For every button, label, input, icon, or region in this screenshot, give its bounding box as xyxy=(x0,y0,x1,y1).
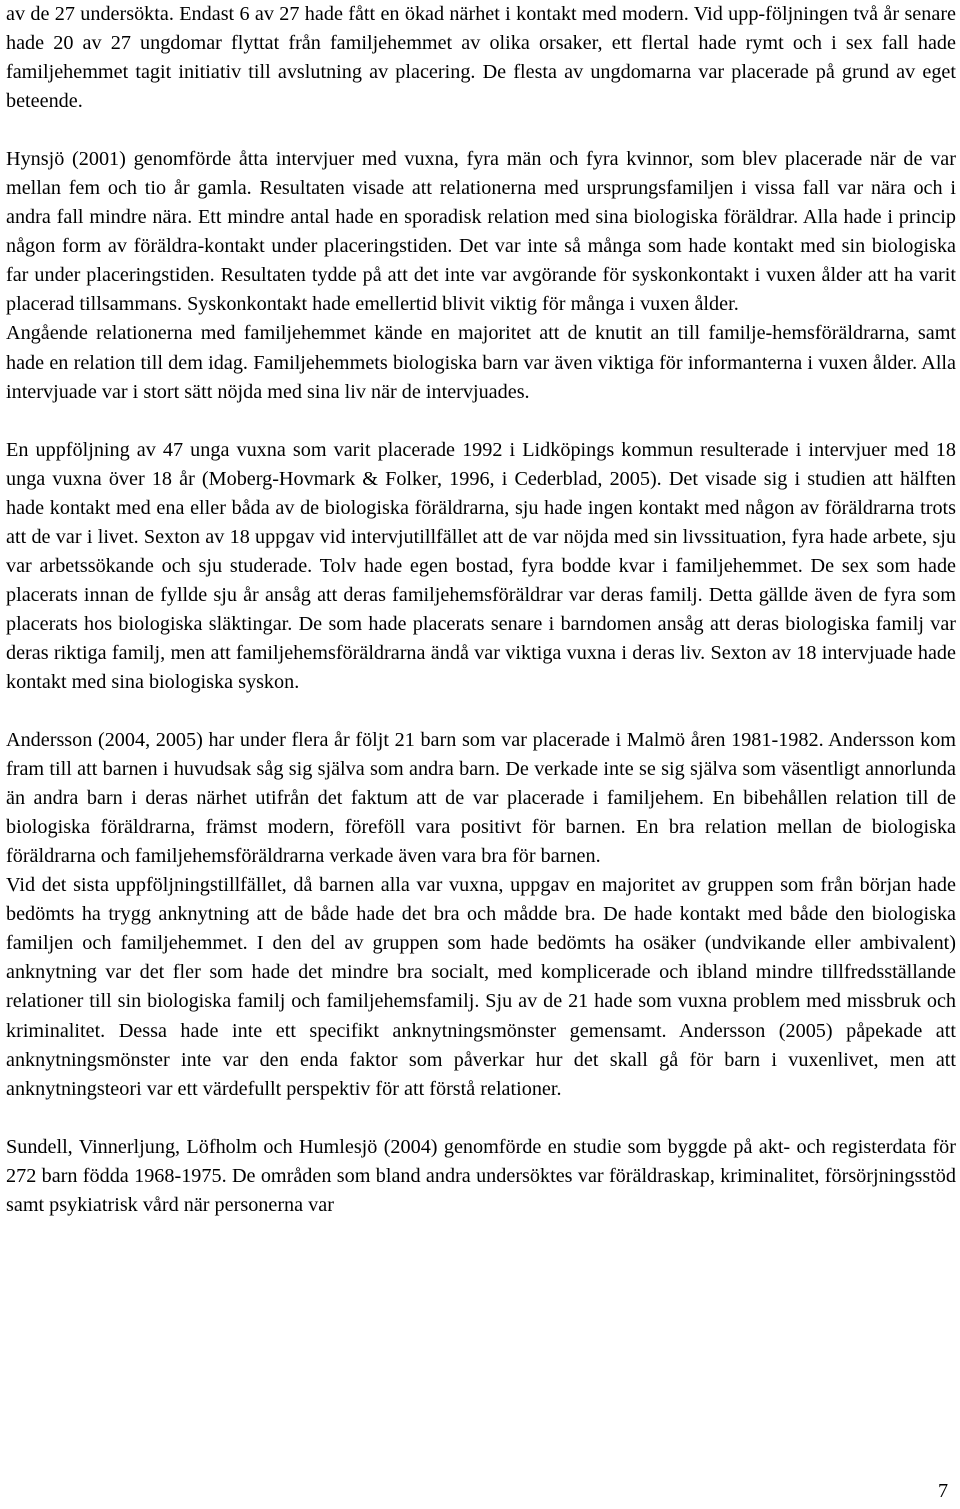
paragraph-7: Sundell, Vinnerljung, Löfholm och Humlesjö (2004) genomförde en studie som byggde på akt- och registerdata för 272 barn födda 1968-1975. De områden som bland andra undersöktes var föräldraskap, kriminalitet, försörjningsstöd samt psykiatrisk vård när personerna var xyxy=(6,1135,956,1216)
document-page xyxy=(6,0,956,1220)
paragraph-4: En uppföljning av 47 unga vuxna som varit placerade 1992 i Lidköpings kommun resulterade i intervjuer med 18 unga vuxna över 18 år (Moberg-Hovmark & Folker, 1996, i Cederblad, 2005). Det visade sig i studien att hälften hade kontakt med ena eller båda av de biologiska föräldrarna, sju hade ingen kontakt med någon av föräldrarna trots att de var i livet. Sexton av 18 uppgav vid intervjutillfället att de var nöjda med sin livssituation, fyra hade arbete, sju var arbetssökande och sju studerade. Tolv hade egen bostad, fyra bodde kvar i familjehemmet. De sex som hade placerats innan de fyllde sju år ansåg att deras familjehemsföräldrar var deras familj. Detta gällde även de fyra som placerats hos biologiska släktingar. De som hade placerats senare i barndomen ansåg att deras biologiska familj var deras riktiga familj, men att familjehemsföräldrarna ändå var viktiga vuxna i deras liv. Sexton av 18 intervjuade hade kontakt med sina biologiska syskon. xyxy=(6,438,956,693)
paragraph-2: Hynsjö (2001) genomförde åtta intervjuer med vuxna, fyra män och fyra kvinnor, som blev placerade när de var mellan fem och tio år gamla. Resultaten visade att relationerna med ursprungsfamiljen i vissa fall var nära och i andra fall mindre nära. Ett mindre antal hade en sporadisk relation med sina biologiska föräldrar. Alla hade i princip någon form av föräldra-kontakt under placeringstiden. Det var inte så många som hade kontakt med sin biologiska far under placeringstiden. Resultaten tydde på att det inte var avgörande för syskonkontakt i vuxen ålder att ha varit placerad tillsammans. Syskonkontakt hade emellertid blivit viktig för många i vuxen ålder. xyxy=(6,148,956,316)
paragraph-6: Vid det sista uppföljningstillfället, då barnen alla var vuxna, uppgav en majoritet av gruppen som från början hade bedömts ha trygg anknytning att de både hade det bra och mådde bra. De hade kontakt med både den biologiska familjen och familjehemmet. I den del av gruppen som hade bedömts ha osäker (undvikande eller ambivalent) anknytning var det fler som hade det mindre bra socialt, med komplicerade och ibland mindre tillfredsställande relationer till sin biologiska familj och familjehemsfamilj. Sju av de 21 hade som vuxna problem med missbruk och kriminalitet. Dessa hade inte ett specifikt anknytningsmönster gemensamt. Andersson (2005) påpekade att anknytningsmönster inte var den enda faktor som påverkar hur det skall gå för barn i vuxenlivet, men att anknytningsteori var ett värdefullt perspektiv för att förstå relationer. xyxy=(6,874,956,1100)
paragraph-1: av de 27 undersökta. Endast 6 av 27 hade fått en ökad närhet i kontakt med modern. Vid upp-följningen två år senare hade 20 av 27 ungdomar flyttat från familjehemmet av olika orsaker, ett flertal hade rymt och i sex fall hade familjehemmet tagit initiativ till avslutning av placering. De flesta av ungdomarna var placerade på grund av eget beteende. xyxy=(6,3,956,113)
page-number: 7 xyxy=(938,1480,949,1502)
paragraph-5: Andersson (2004, 2005) har under flera år följt 21 barn som var placerade i Malmö åren 1981-1982. Andersson kom fram till att barnen i huvudsak såg sig själva som andra barn. De verkade inte se sig själva som väsentligt annorlunda än andra barn i deras närhet utifrån det faktum att de var placerade i familjehem. En bibehållen relation till de biologiska föräldrarna, främst modern, föreföll vara positivt för barnen. En bra relation mellan de biologiska föräldrarna och familjehemsföräldrarna verkade även vara bra för barnen. xyxy=(6,729,956,868)
paragraph-3: Angående relationerna med familjehemmet kände en majoritet att de knutit an till familje-hemsföräldrarna, samt hade en relation till dem idag. Familjehemmets biologiska barn var även viktiga för informanterna i vuxen ålder. Alla intervjuade var i stort sätt nöjda med sina liv när de intervjuades. xyxy=(6,322,956,403)
